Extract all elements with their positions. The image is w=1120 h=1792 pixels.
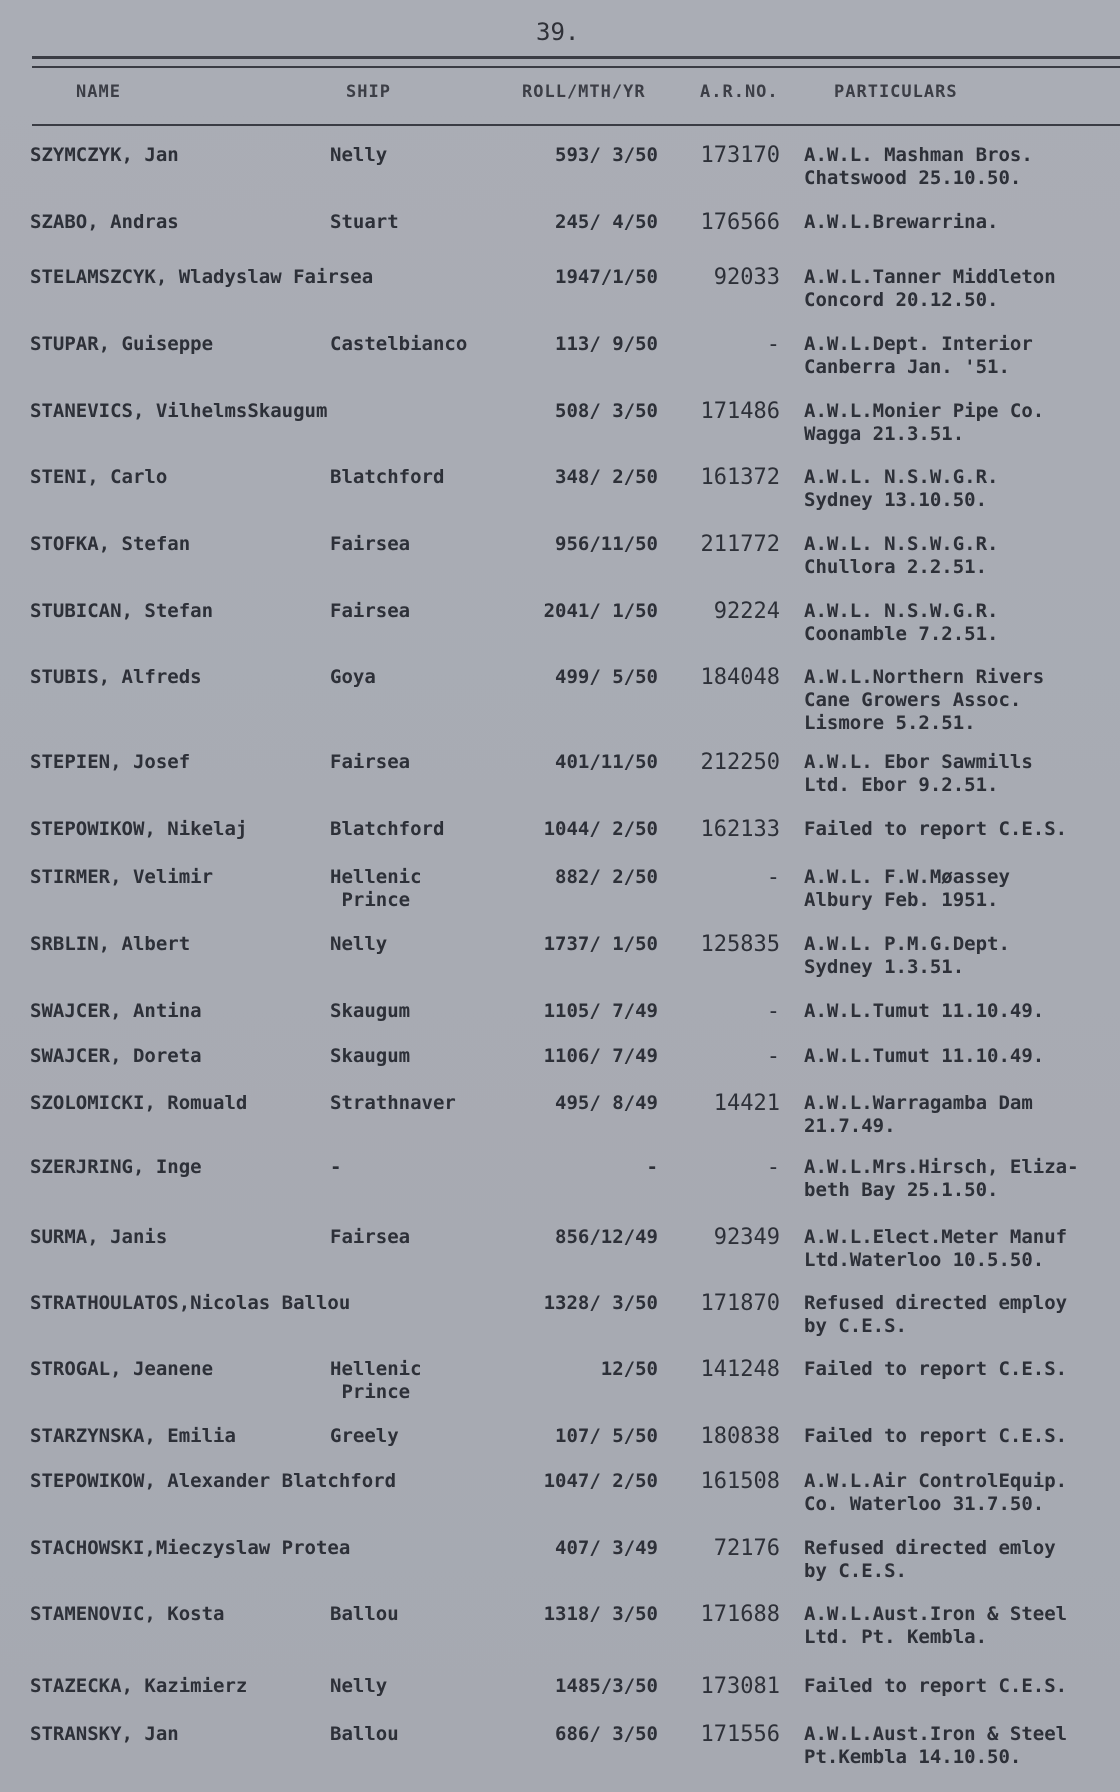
header-name: NAME (76, 82, 121, 102)
record-ship: Fairsea (330, 1226, 411, 1248)
record-ar-no: 125835 (700, 932, 780, 957)
record-roll: 107/ 5/50 (555, 1425, 658, 1447)
record-roll: 1328/ 3/50 (543, 1292, 658, 1314)
record-roll: 686/ 3/50 (555, 1723, 658, 1745)
record-ship: Skaugum (330, 1045, 411, 1067)
record-name: STROGAL, Jeanene (30, 1358, 214, 1380)
record-roll: 245/ 4/50 (555, 211, 658, 233)
record-particulars: A.W.L. N.S.W.G.R. Sydney 13.10.50. (804, 466, 999, 511)
record-roll: 1047/ 2/50 (543, 1470, 658, 1492)
record-name: STELAMSZCYK, Wladyslaw Fairsea (30, 266, 374, 288)
page-number: 39. (536, 18, 580, 46)
record-ship: Strathnaver (330, 1092, 456, 1114)
record-ar-no: 180838 (700, 1424, 780, 1449)
record-ship: Hellenic Prince (330, 1358, 422, 1403)
record-ship: Castelbianco (330, 333, 468, 355)
column-header-row (0, 82, 1120, 112)
record-ar-no: 161372 (700, 465, 780, 490)
record-ship: Goya (330, 666, 376, 688)
record-particulars: Failed to report C.E.S. (804, 818, 1068, 840)
record-ship: Stuart (330, 211, 399, 233)
record-particulars: A.W.L.Tumut 11.10.49. (804, 1045, 1045, 1067)
record-particulars: Refused directed emloy by C.E.S. (804, 1537, 1056, 1582)
record-ship: Nelly (330, 144, 388, 166)
header-particulars: PARTICULARS (834, 82, 958, 102)
header-rule-top (32, 56, 1120, 59)
record-ar-no: 92033 (713, 265, 780, 290)
record-roll: 1737/ 1/50 (543, 933, 658, 955)
record-name: SURMA, Janis (30, 1226, 168, 1248)
record-ship: Fairsea (330, 751, 411, 773)
header-ar-no: A.R.NO. (700, 82, 779, 102)
record-roll: 499/ 5/50 (555, 666, 658, 688)
record-ar-no: 92349 (713, 1225, 780, 1250)
record-particulars: A.W.L.Tumut 11.10.49. (804, 1000, 1045, 1022)
record-roll: 2041/ 1/50 (543, 600, 658, 622)
record-ar-no: 184048 (700, 665, 780, 690)
record-ar-no: 72176 (713, 1536, 780, 1561)
record-roll: 407/ 3/49 (555, 1537, 658, 1559)
record-particulars: A.W.L.Elect.Meter Manuf Ltd.Waterloo 10.5.50. (804, 1226, 1068, 1271)
record-roll: - (646, 1156, 658, 1178)
record-particulars: Failed to report C.E.S. (804, 1675, 1068, 1697)
record-ar-no: 161508 (700, 1469, 780, 1494)
record-ar-no: 211772 (700, 532, 780, 557)
record-particulars: A.W.L.Aust.Iron & Steel Ltd. Pt. Kembla. (804, 1603, 1068, 1648)
record-ar-no: 14421 (713, 1091, 780, 1116)
record-roll: 348/ 2/50 (555, 466, 658, 488)
record-roll: 882/ 2/50 (555, 866, 658, 888)
header-rule-top-double (32, 66, 1120, 68)
record-ar-no: 171870 (700, 1291, 780, 1316)
record-particulars: A.W.L. Mashman Bros. Chatswood 25.10.50. (804, 144, 1033, 189)
record-ship: Skaugum (330, 1000, 411, 1022)
record-ship: Blatchford (330, 818, 445, 840)
record-name: SRBLIN, Albert (30, 933, 191, 955)
record-name: SWAJCER, Antina (30, 1000, 202, 1022)
record-roll: 956/11/50 (555, 533, 658, 555)
record-ar-no: 176566 (700, 210, 780, 235)
header-ship: SHIP (346, 82, 391, 102)
record-roll: 495/ 8/49 (555, 1092, 658, 1114)
record-particulars: A.W.L. Ebor Sawmills Ltd. Ebor 9.2.51. (804, 751, 1033, 796)
record-name: STUBIS, Alfreds (30, 666, 202, 688)
record-ship: Greely (330, 1425, 399, 1447)
record-name: STENI, Carlo (30, 466, 168, 488)
record-name: STEPOWIKOW, Alexander Blatchford (30, 1470, 397, 1492)
record-name: STEPOWIKOW, Nikelaj (30, 818, 248, 840)
record-ar-no: - (766, 865, 780, 890)
record-particulars: Failed to report C.E.S. (804, 1358, 1068, 1380)
record-roll: 593/ 3/50 (555, 144, 658, 166)
record-name: STOFKA, Stefan (30, 533, 191, 555)
record-ar-no: 171486 (700, 399, 780, 424)
record-ar-no: 141248 (700, 1357, 780, 1382)
record-ship: Ballou (330, 1723, 399, 1745)
header-rule-bottom (32, 124, 1120, 126)
record-name: SWAJCER, Doreta (30, 1045, 202, 1067)
record-name: STARZYNSKA, Emilia (30, 1425, 236, 1447)
record-particulars: A.W.L.Brewarrina. (804, 211, 999, 233)
record-roll: 508/ 3/50 (555, 400, 658, 422)
record-roll: 401/11/50 (555, 751, 658, 773)
record-ship: - (330, 1156, 342, 1178)
record-ship: Nelly (330, 1675, 388, 1697)
record-roll: 1044/ 2/50 (543, 818, 658, 840)
record-ar-no: 171556 (700, 1722, 780, 1747)
record-name: SZABO, Andras (30, 211, 179, 233)
record-name: STAMENOVIC, Kosta (30, 1603, 225, 1625)
record-roll: 1947/1/50 (555, 266, 658, 288)
record-name: SZOLOMICKI, Romuald (30, 1092, 248, 1114)
record-ship: Blatchford (330, 466, 445, 488)
record-ar-no: 92224 (713, 599, 780, 624)
record-ar-no: 171688 (700, 1602, 780, 1627)
record-name: STANEVICS, VilhelmsSkaugum (30, 400, 328, 422)
record-roll: 12/50 (600, 1358, 658, 1380)
record-particulars: A.W.L. N.S.W.G.R. Chullora 2.2.51. (804, 533, 999, 578)
record-name: STIRMER, Velimir (30, 866, 214, 888)
record-particulars: A.W.L.Northern Rivers Cane Growers Assoc. Lismore 5.2.51. (804, 666, 1045, 734)
record-roll: 1106/ 7/49 (543, 1045, 658, 1067)
record-roll: 856/12/49 (555, 1226, 658, 1248)
record-ship: Fairsea (330, 533, 411, 555)
record-ship: Nelly (330, 933, 388, 955)
record-ship: Ballou (330, 1603, 399, 1625)
record-ar-no: 173170 (700, 143, 780, 168)
record-ar-no: 173081 (700, 1674, 780, 1699)
record-name: SZERJRING, Inge (30, 1156, 202, 1178)
record-roll: 1105/ 7/49 (543, 1000, 658, 1022)
record-particulars: A.W.L.Air ControlEquip. Co. Waterloo 31.7.50. (804, 1470, 1068, 1515)
record-name: STAZECKA, Kazimierz (30, 1675, 248, 1697)
record-ar-no: 212250 (700, 750, 780, 775)
record-name: STUPAR, Guiseppe (30, 333, 214, 355)
record-particulars: A.W.L.Warragamba Dam 21.7.49. (804, 1092, 1033, 1137)
record-roll: 1485/3/50 (555, 1675, 658, 1697)
record-name: STACHOWSKI,Mieczyslaw Protea (30, 1537, 351, 1559)
record-ar-no: 162133 (700, 817, 780, 842)
record-particulars: Refused directed employ by C.E.S. (804, 1292, 1068, 1337)
record-name: SZYMCZYK, Jan (30, 144, 179, 166)
record-ar-no: - (766, 999, 780, 1024)
record-particulars: A.W.L. P.M.G.Dept. Sydney 1.3.51. (804, 933, 1010, 978)
record-ship: Hellenic Prince (330, 866, 422, 911)
record-particulars: A.W.L.Monier Pipe Co. Wagga 21.3.51. (804, 400, 1045, 445)
record-particulars: A.W.L. F.W.Møassey Albury Feb. 1951. (804, 866, 1010, 911)
record-ar-no: - (766, 332, 780, 357)
record-particulars: A.W.L.Mrs.Hirsch, Eliza- beth Bay 25.1.50. (804, 1156, 1079, 1201)
record-ar-no: - (766, 1155, 780, 1180)
record-ship: Fairsea (330, 600, 411, 622)
record-name: STRATHOULATOS,Nicolas Ballou (30, 1292, 351, 1314)
record-particulars: A.W.L.Dept. Interior Canberra Jan. '51. (804, 333, 1033, 378)
record-name: STEPIEN, Josef (30, 751, 191, 773)
record-name: STUBICAN, Stefan (30, 600, 214, 622)
record-roll: 113/ 9/50 (555, 333, 658, 355)
record-particulars: Failed to report C.E.S. (804, 1425, 1068, 1447)
record-particulars: A.W.L.Tanner Middleton Concord 20.12.50. (804, 266, 1056, 311)
record-particulars: A.W.L. N.S.W.G.R. Coonamble 7.2.51. (804, 600, 999, 645)
record-ar-no: - (766, 1044, 780, 1069)
record-name: STRANSKY, Jan (30, 1723, 179, 1745)
record-particulars: A.W.L.Aust.Iron & Steel Pt.Kembla 14.10.50. (804, 1723, 1068, 1768)
record-roll: 1318/ 3/50 (543, 1603, 658, 1625)
header-roll: ROLL/MTH/YR (522, 82, 646, 102)
